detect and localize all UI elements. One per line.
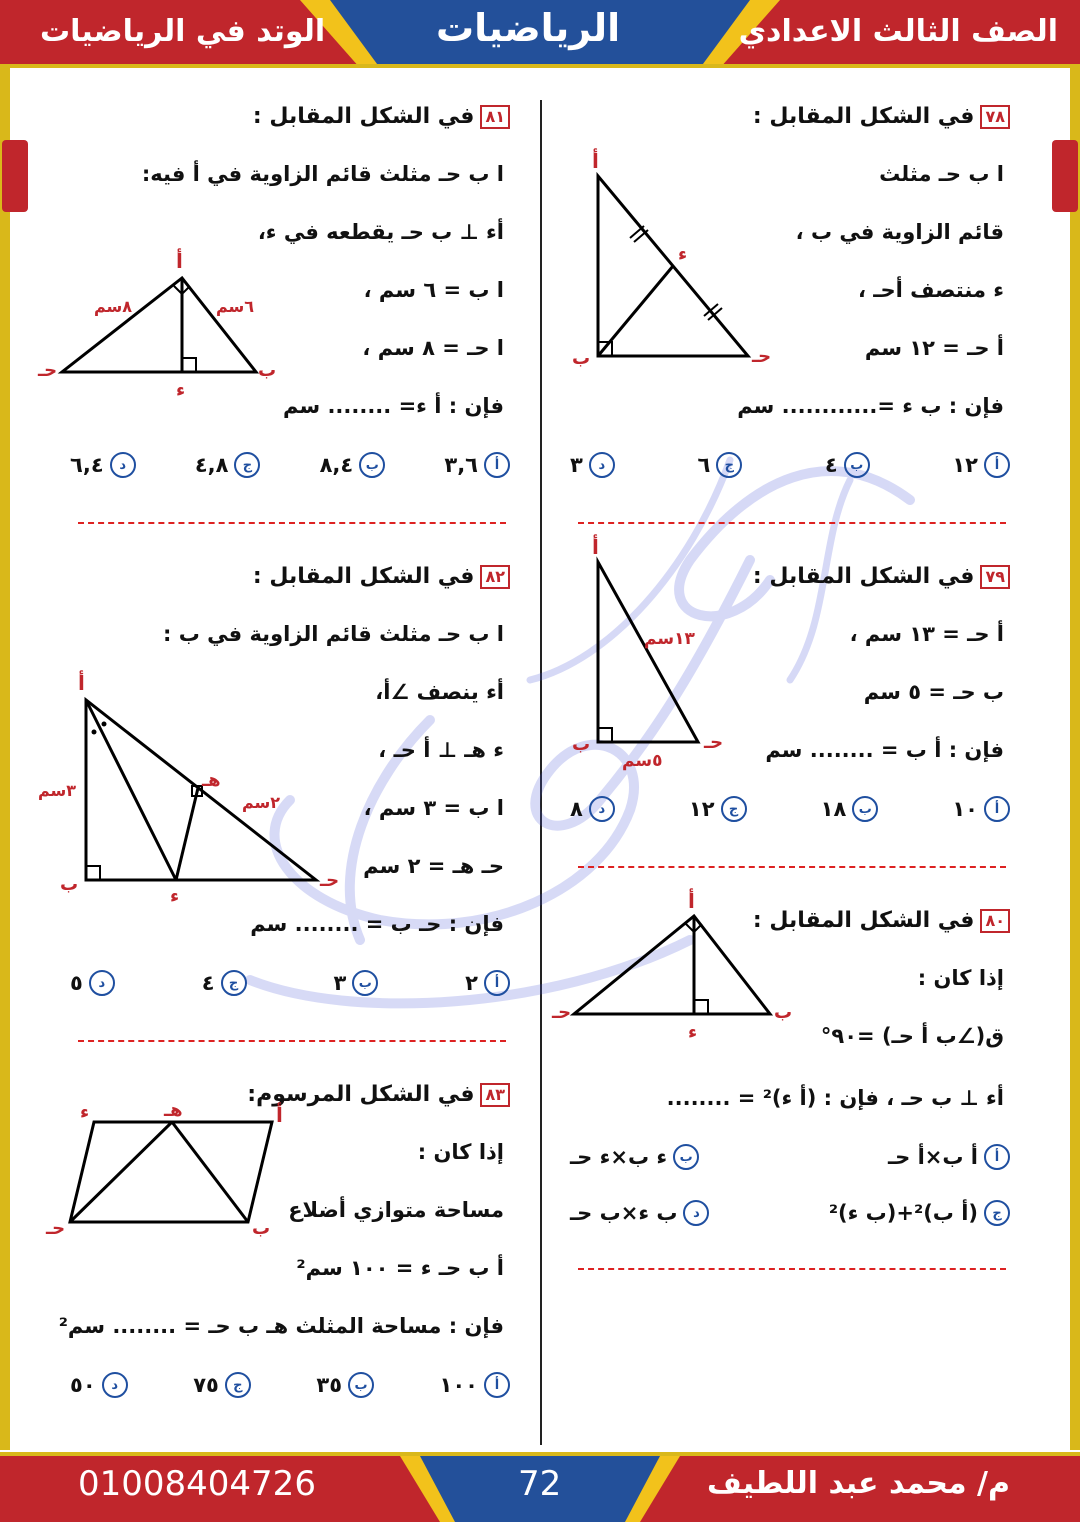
q79-line-2: ب حـ = ٥ سم — [863, 680, 1004, 704]
option-value: ١٨ — [820, 797, 847, 821]
option-badge: ب — [673, 1144, 699, 1170]
q83-line-1: إذا كان : — [417, 1140, 504, 1164]
q80-label-d: ء — [688, 1022, 698, 1043]
q78-option-b[interactable] — [825, 452, 870, 478]
q79-option-c[interactable] — [689, 796, 747, 822]
option-badge: د — [683, 1200, 709, 1226]
q82-option-d[interactable] — [70, 970, 115, 996]
option-badge: ج — [716, 452, 742, 478]
q82-title-text: في الشكل المقابل : — [252, 564, 475, 589]
option-value: ١٢ — [952, 453, 978, 477]
option-badge: ب — [852, 796, 878, 822]
q82-line-2: أء ينصف ∠أ، — [375, 680, 504, 704]
q81-label-c: حـ — [38, 360, 58, 381]
q83-option-d[interactable] — [70, 1372, 128, 1398]
option-value: ٨ — [570, 797, 583, 821]
q82-line-6: فإن : حـ ب = ........ سم — [250, 912, 504, 936]
q83-figure — [40, 1092, 300, 1242]
q79-title — [753, 564, 1010, 589]
q82-label-ce: ٢سم — [242, 793, 281, 812]
q82-option-a[interactable] — [465, 970, 510, 996]
option-badge: ج — [721, 796, 747, 822]
option-value: ٣ — [570, 453, 583, 477]
option-value: ٦ — [697, 453, 711, 477]
option-value: ١٠ — [952, 797, 978, 821]
option-value: ٥ — [70, 971, 83, 995]
q83-options — [70, 1372, 510, 1398]
option-value: ٤,٨ — [194, 453, 229, 477]
q81-line-4: ا حـ = ٨ سم ، — [362, 336, 504, 360]
option-badge: ج — [234, 452, 260, 478]
q78-line-1: ا ب حـ مثلث — [879, 162, 1004, 186]
q81-line-1: ا ب حـ مثلث قائم الزاوية في أ فيه: — [141, 162, 504, 186]
q81-line-3: ا ب = ٦ سم ، — [363, 278, 504, 302]
q78-options — [570, 452, 1010, 478]
q80-options-row1 — [570, 1144, 1010, 1170]
q79-label-c: حـ — [704, 732, 724, 753]
option-badge: ج — [221, 970, 247, 996]
q79-title-text: في الشكل المقابل : — [752, 564, 975, 589]
right-tab — [1052, 140, 1078, 212]
header-series: الوتد في الرياضيات — [40, 14, 326, 49]
q81-label-b: ب — [258, 360, 277, 381]
q83-label-d: ء — [80, 1102, 90, 1123]
q78-number: ٧٨ — [980, 105, 1010, 129]
q79-option-d[interactable] — [570, 796, 615, 822]
q82-number: ٨٢ — [480, 565, 510, 589]
q81-line-2: أء ⊥ ب حـ يقطعه في ء، — [257, 220, 504, 244]
q78-separator — [578, 522, 1006, 524]
q78-figure — [568, 146, 772, 376]
q79-number: ٧٩ — [980, 565, 1010, 589]
q82-label-d: ء — [170, 886, 180, 907]
q82-line-1: ا ب حـ مثلث قائم الزاوية في ب : — [163, 622, 504, 646]
q81-label-d: ء — [176, 380, 186, 401]
q82-label-b: ب — [60, 874, 79, 895]
option-badge: د — [102, 1372, 128, 1398]
option-badge: ب — [844, 452, 870, 478]
q78-option-d[interactable] — [570, 452, 615, 478]
q81-title-text: في الشكل المقابل : — [252, 104, 475, 129]
q83-label-e: هـ — [164, 1100, 183, 1121]
q83-option-b[interactable] — [316, 1372, 374, 1398]
option-value: ١٠٠ — [439, 1373, 478, 1397]
q78-label-b: ب — [572, 348, 591, 369]
q80-line-1: إذا كان : — [917, 966, 1004, 990]
q83-line-2: مساحة متوازي أضلاع — [288, 1198, 504, 1222]
q81-option-a[interactable] — [444, 452, 510, 478]
option-value: ٣,٦ — [444, 453, 478, 477]
q78-line-3: ء منتصف أحـ ، — [857, 278, 1004, 302]
option-value: (أ ب)²+(ب ء)² — [828, 1201, 978, 1225]
option-badge: ج — [984, 1200, 1010, 1226]
option-badge: أ — [484, 1372, 510, 1398]
q80-options-row2 — [570, 1200, 1010, 1226]
option-badge: ب — [359, 452, 385, 478]
q79-label-ac: ١٣سم — [644, 629, 695, 649]
footer-phone: 01008404726 — [78, 1464, 316, 1504]
q79-separator — [578, 866, 1006, 868]
option-badge: أ — [984, 452, 1010, 478]
footer-band — [0, 1452, 1080, 1522]
q83-number: ٨٣ — [480, 1083, 510, 1107]
q81-number: ٨١ — [480, 105, 510, 129]
q82-line-4: ا ب = ٣ سم ، — [363, 796, 504, 820]
option-badge: ب — [352, 970, 378, 996]
q79-figure — [568, 532, 748, 772]
option-value: ٥٠ — [70, 1373, 96, 1397]
q83-option-c[interactable] — [193, 1372, 251, 1398]
q80-figure — [552, 886, 802, 1046]
q82-option-c[interactable] — [202, 970, 247, 996]
option-value: ء ب×ء حـ — [570, 1145, 668, 1169]
q82-label-e: هـ — [202, 770, 221, 791]
footer-author: م/ محمد عبد اللطيف — [707, 1466, 1010, 1501]
q82-title — [253, 564, 510, 589]
header-band — [0, 0, 1080, 68]
option-value: ٤ — [824, 453, 838, 477]
q80-option-d[interactable] — [570, 1200, 709, 1226]
q79-option-b[interactable] — [821, 796, 879, 822]
q83-option-a[interactable] — [440, 1372, 510, 1398]
option-badge: أ — [484, 452, 510, 478]
q80-line-2: ق(∠ب أ حـ) =٩٠° — [820, 1024, 1004, 1048]
option-badge: ب — [348, 1372, 374, 1398]
q78-line-4: أ حـ = ١٢ سم — [864, 336, 1004, 360]
q83-title-text: في الشكل المرسوم: — [247, 1082, 475, 1107]
q79-options — [570, 796, 1010, 822]
q80-label-a: أ — [688, 889, 695, 913]
q79-label-b: ب — [572, 734, 591, 755]
q80-label-c: حـ — [552, 1002, 572, 1023]
header-grade: الصف الثالث الاعدادي — [738, 14, 1058, 49]
option-value: ٧٥ — [193, 1373, 219, 1397]
q78-label-c: حـ — [752, 346, 772, 367]
q81-separator — [78, 522, 506, 524]
option-value: ١٢ — [688, 797, 715, 821]
q81-figure — [36, 244, 276, 404]
q80-option-b[interactable] — [570, 1144, 699, 1170]
option-value: ٤ — [201, 971, 215, 995]
q78-label-a: أ — [592, 149, 599, 173]
option-badge: أ — [984, 796, 1010, 822]
q78-label-d: ء — [678, 244, 688, 265]
q83-line-4: فإن : مساحة المثلث هـ ب حـ = ........ سم² — [58, 1314, 504, 1338]
option-badge: د — [589, 452, 615, 478]
option-badge: أ — [984, 1144, 1010, 1170]
q83-label-c: حـ — [46, 1218, 66, 1239]
q83-label-a: أ — [276, 1103, 283, 1127]
q82-label-a: أ — [78, 671, 85, 695]
q81-label-a: أ — [176, 249, 183, 273]
option-badge: د — [89, 970, 115, 996]
q82-label-c: حـ — [320, 870, 340, 891]
q81-label-ac: ٨سم — [94, 297, 133, 316]
q79-line-1: أ حـ = ١٣ سم ، — [849, 622, 1004, 646]
header-subject: الرياضيات — [436, 6, 621, 50]
q79-option-a[interactable] — [952, 796, 1010, 822]
q80-title-text: في الشكل المقابل : — [752, 908, 975, 933]
option-value: ٨,٤ — [319, 453, 354, 477]
q79-line-3: فإن : أ ب = ........ سم — [765, 738, 1004, 762]
q78-option-c[interactable] — [697, 452, 742, 478]
option-value: أ ب×أ حـ — [887, 1145, 978, 1169]
q81-options — [70, 452, 510, 478]
q80-number: ٨٠ — [980, 909, 1010, 933]
left-tab — [2, 140, 28, 212]
q81-label-ab: ٦سم — [216, 297, 255, 316]
q81-option-b[interactable] — [320, 452, 386, 478]
q80-separator — [578, 1268, 1006, 1270]
q78-line-5: فإن : ب ء =............ سم — [737, 394, 1004, 418]
option-badge: د — [589, 796, 615, 822]
option-badge: د — [110, 452, 136, 478]
q78-title — [753, 104, 1010, 129]
q81-option-c[interactable] — [195, 452, 261, 478]
column-divider — [540, 100, 542, 1445]
option-value: ٣٥ — [316, 1373, 343, 1397]
q81-option-d[interactable] — [70, 452, 136, 478]
footer-page-number: 72 — [518, 1464, 562, 1504]
q83-label-b: ب — [252, 1218, 271, 1239]
q80-line-3: أء ⊥ ب حـ ، فإن : (أ ء)² = ........ — [666, 1086, 1004, 1110]
q82-line-5: حـ هـ = ٢ سم — [363, 854, 504, 878]
q78-title-text: في الشكل المقابل : — [752, 104, 975, 129]
q82-line-3: ء هـ ⊥ أ حـ ، — [378, 738, 504, 762]
option-badge: ج — [225, 1372, 251, 1398]
q80-option-c[interactable] — [829, 1200, 1010, 1226]
q81-line-5: فإن : أ ء= ........ سم — [283, 394, 504, 418]
q79-label-a: أ — [592, 535, 599, 559]
frame-right — [1070, 68, 1080, 1450]
q82-label-ab: ٣سم — [38, 781, 77, 800]
option-value: ٣ — [333, 971, 347, 995]
q78-line-2: قائم الزاوية في ب ، — [795, 220, 1004, 244]
q83-line-3: أ ب حـ ء = ١٠٠ سم² — [296, 1256, 504, 1280]
q82-separator — [78, 1040, 506, 1042]
frame-left — [0, 68, 10, 1450]
q78-option-a[interactable] — [952, 452, 1010, 478]
option-value: ٦,٤ — [70, 453, 104, 477]
q80-option-a[interactable] — [888, 1144, 1010, 1170]
q82-figure — [30, 668, 340, 908]
q80-label-b: ب — [774, 1002, 793, 1023]
option-value: ٢ — [465, 971, 478, 995]
q79-label-bc: ٥سم — [622, 751, 663, 771]
option-badge: أ — [484, 970, 510, 996]
option-value: ب ء×ب حـ — [570, 1201, 678, 1225]
q82-options — [70, 970, 510, 996]
q81-title — [253, 104, 510, 129]
q82-option-b[interactable] — [333, 970, 378, 996]
